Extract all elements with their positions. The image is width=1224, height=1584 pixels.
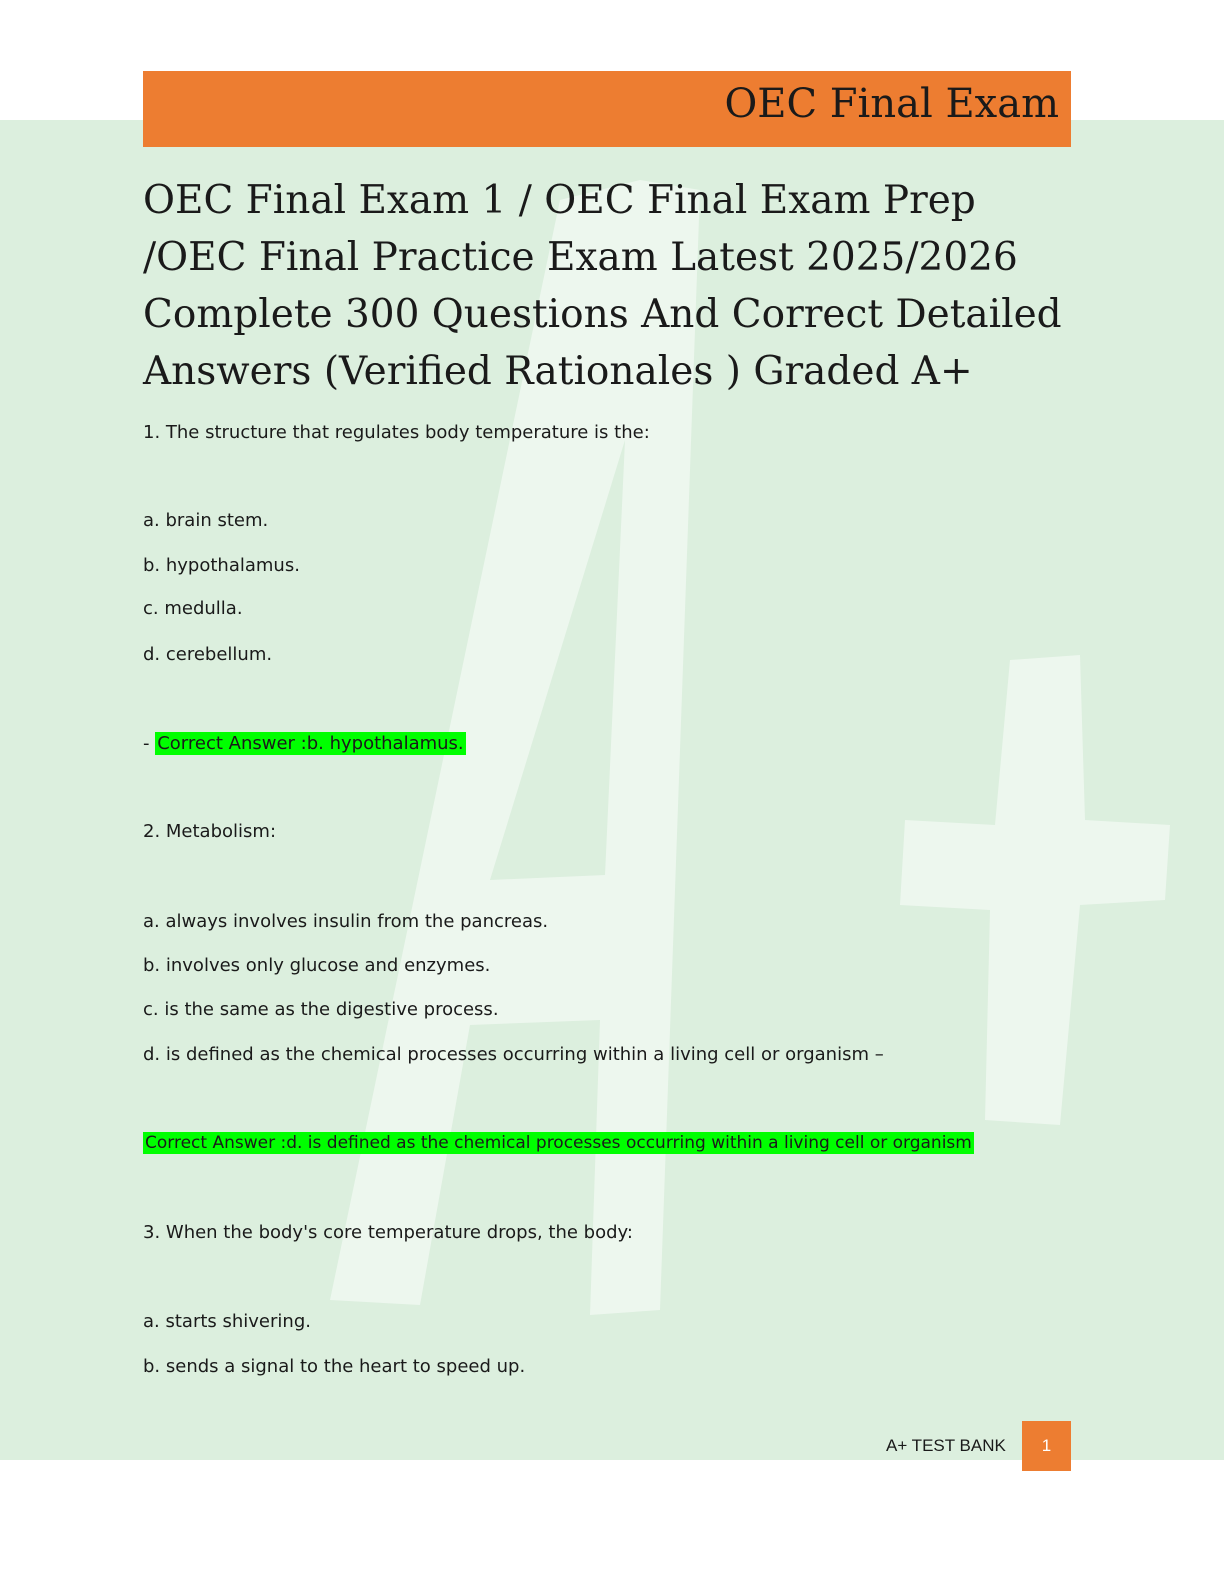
- question-1-option-c: c. medulla.: [143, 598, 243, 619]
- question-2-option-d: d. is defined as the chemical processes occurring within a living cell or organism –: [143, 1044, 884, 1065]
- header-title: OEC Final Exam: [724, 81, 1059, 127]
- answer-prefix: -: [143, 733, 156, 754]
- question-3-option-a: a. starts shivering.: [143, 1311, 311, 1332]
- correct-answer-highlight: Correct Answer :b. hypothalamus.: [157, 733, 464, 754]
- question-2-answer: [143, 1133, 974, 1153]
- question-2-text: 2. Metabolism:: [143, 821, 277, 842]
- question-1-option-a: a. brain stem.: [143, 510, 269, 531]
- question-3-option-b: b. sends a signal to the heart to speed up.: [143, 1356, 526, 1377]
- document-title: OEC Final Exam 1 / OEC Final Exam Prep /OEC Final Practice Exam Latest 2025/2026 Complete 300 Questions And Correct Detailed Answers (Verified Rationales ) Graded A+: [143, 178, 1062, 394]
- question-1-option-d: d. cerebellum.: [143, 644, 273, 665]
- question-2-option-c: c. is the same as the digestive process.: [143, 999, 499, 1020]
- header-bar: [143, 71, 1071, 147]
- correct-answer-highlight: Correct Answer :d. is defined as the chemical processes occurring within a living cell or organism: [145, 1133, 972, 1153]
- question-1-text: 1. The structure that regulates body temperature is the:: [143, 422, 650, 443]
- question-3-text: 3. When the body's core temperature drops, the body:: [143, 1222, 633, 1243]
- question-2-option-a: a. always involves insulin from the pancreas.: [143, 911, 549, 932]
- question-1-option-b: b. hypothalamus.: [143, 555, 300, 576]
- question-1-answer: [143, 733, 466, 754]
- page-number: 1: [1022, 1421, 1071, 1471]
- question-2-option-b: b. involves only glucose and enzymes.: [143, 955, 491, 976]
- footer-label: A+ TEST BANK: [886, 1436, 1006, 1455]
